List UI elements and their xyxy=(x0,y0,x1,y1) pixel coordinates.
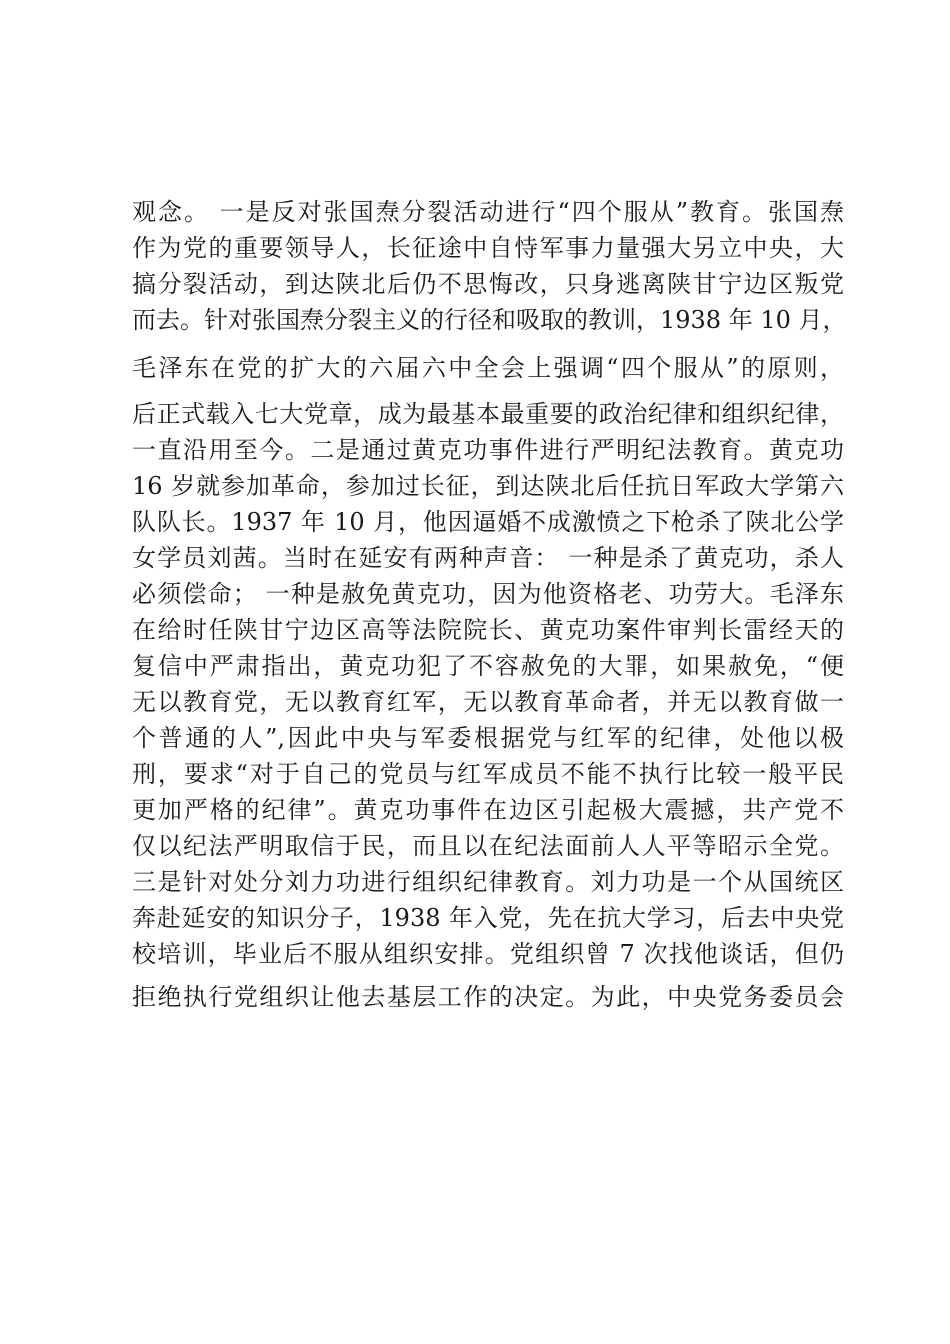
text-line-2: 作为党的重要领导人，长征途中自恃军事力量强大另立中央，大 xyxy=(132,234,844,262)
text-line-15: 个普通的人”,因此中央与军委根据党与红军的纪律，处他以极 xyxy=(132,724,844,752)
text-line-11: 必须偿命； 一种是赦免黄克功，因为他资格老、功劳大。毛泽东 xyxy=(132,580,844,608)
text-line-20: 奔赴延安的知识分子，1938 年入党，先在抗大学习，后去中央党 xyxy=(132,904,844,932)
text-line-1: 观念。 一是反对张国焘分裂活动进行“四个服从”教育。张国焘 xyxy=(132,198,844,226)
text-line-13: 复信中严肃指出，黄克功犯了不容赦免的大罪，如果赦免，“便 xyxy=(132,652,844,680)
text-line-5: 毛泽东在党的扩大的六届六中全会上强调“四个服从”的原则， xyxy=(132,354,844,382)
text-line-10: 女学员刘茜。当时在延安有两种声音： 一种是杀了黄克功，杀人 xyxy=(132,544,844,572)
text-line-14: 无以教育党，无以教育红军，无以教育革命者，并无以教育做一 xyxy=(132,688,844,716)
text-line-21: 校培训，毕业后不服从组织安排。党组织曾 7 次找他谈话，但仍 xyxy=(132,940,844,968)
text-line-12: 在给时任陕甘宁边区高等法院院长、黄克功案件审判长雷经天的 xyxy=(132,616,844,644)
text-line-9: 队队长。1937 年 10 月，他因逼婚不成激愤之下枪杀了陕北公学 xyxy=(132,508,844,536)
text-line-4: 而去。针对张国焘分裂主义的行径和吸取的教训，1938 年 10 月， xyxy=(132,306,847,334)
text-line-7: 一直沿用至今。二是通过黄克功事件进行严明纪法教育。黄克功 xyxy=(132,436,844,464)
text-line-8: 16 岁就参加革命，参加过长征，到达陕北后任抗日军政大学第六 xyxy=(132,472,844,500)
text-line-6: 后正式载入七大党章，成为最基本最重要的政治纪律和组织纪律， xyxy=(132,400,844,428)
text-line-18: 仅以纪法严明取信于民，而且以在纪法面前人人平等昭示全党。 xyxy=(132,832,844,860)
text-line-17: 更加严格的纪律”。黄克功事件在边区引起极大震撼，共产党不 xyxy=(132,796,844,824)
text-line-22: 拒绝执行党组织让他去基层工作的决定。为此，中央党务委员会 xyxy=(132,983,844,1011)
text-line-16: 刑，要求“对于自己的党员与红军成员不能不执行比较一般平民 xyxy=(132,760,844,788)
text-line-19: 三是针对处分刘力功进行组织纪律教育。刘力功是一个从国统区 xyxy=(132,868,844,896)
text-line-3: 搞分裂活动，到达陕北后仍不思悔改，只身逃离陕甘宁边区叛党 xyxy=(132,270,844,298)
